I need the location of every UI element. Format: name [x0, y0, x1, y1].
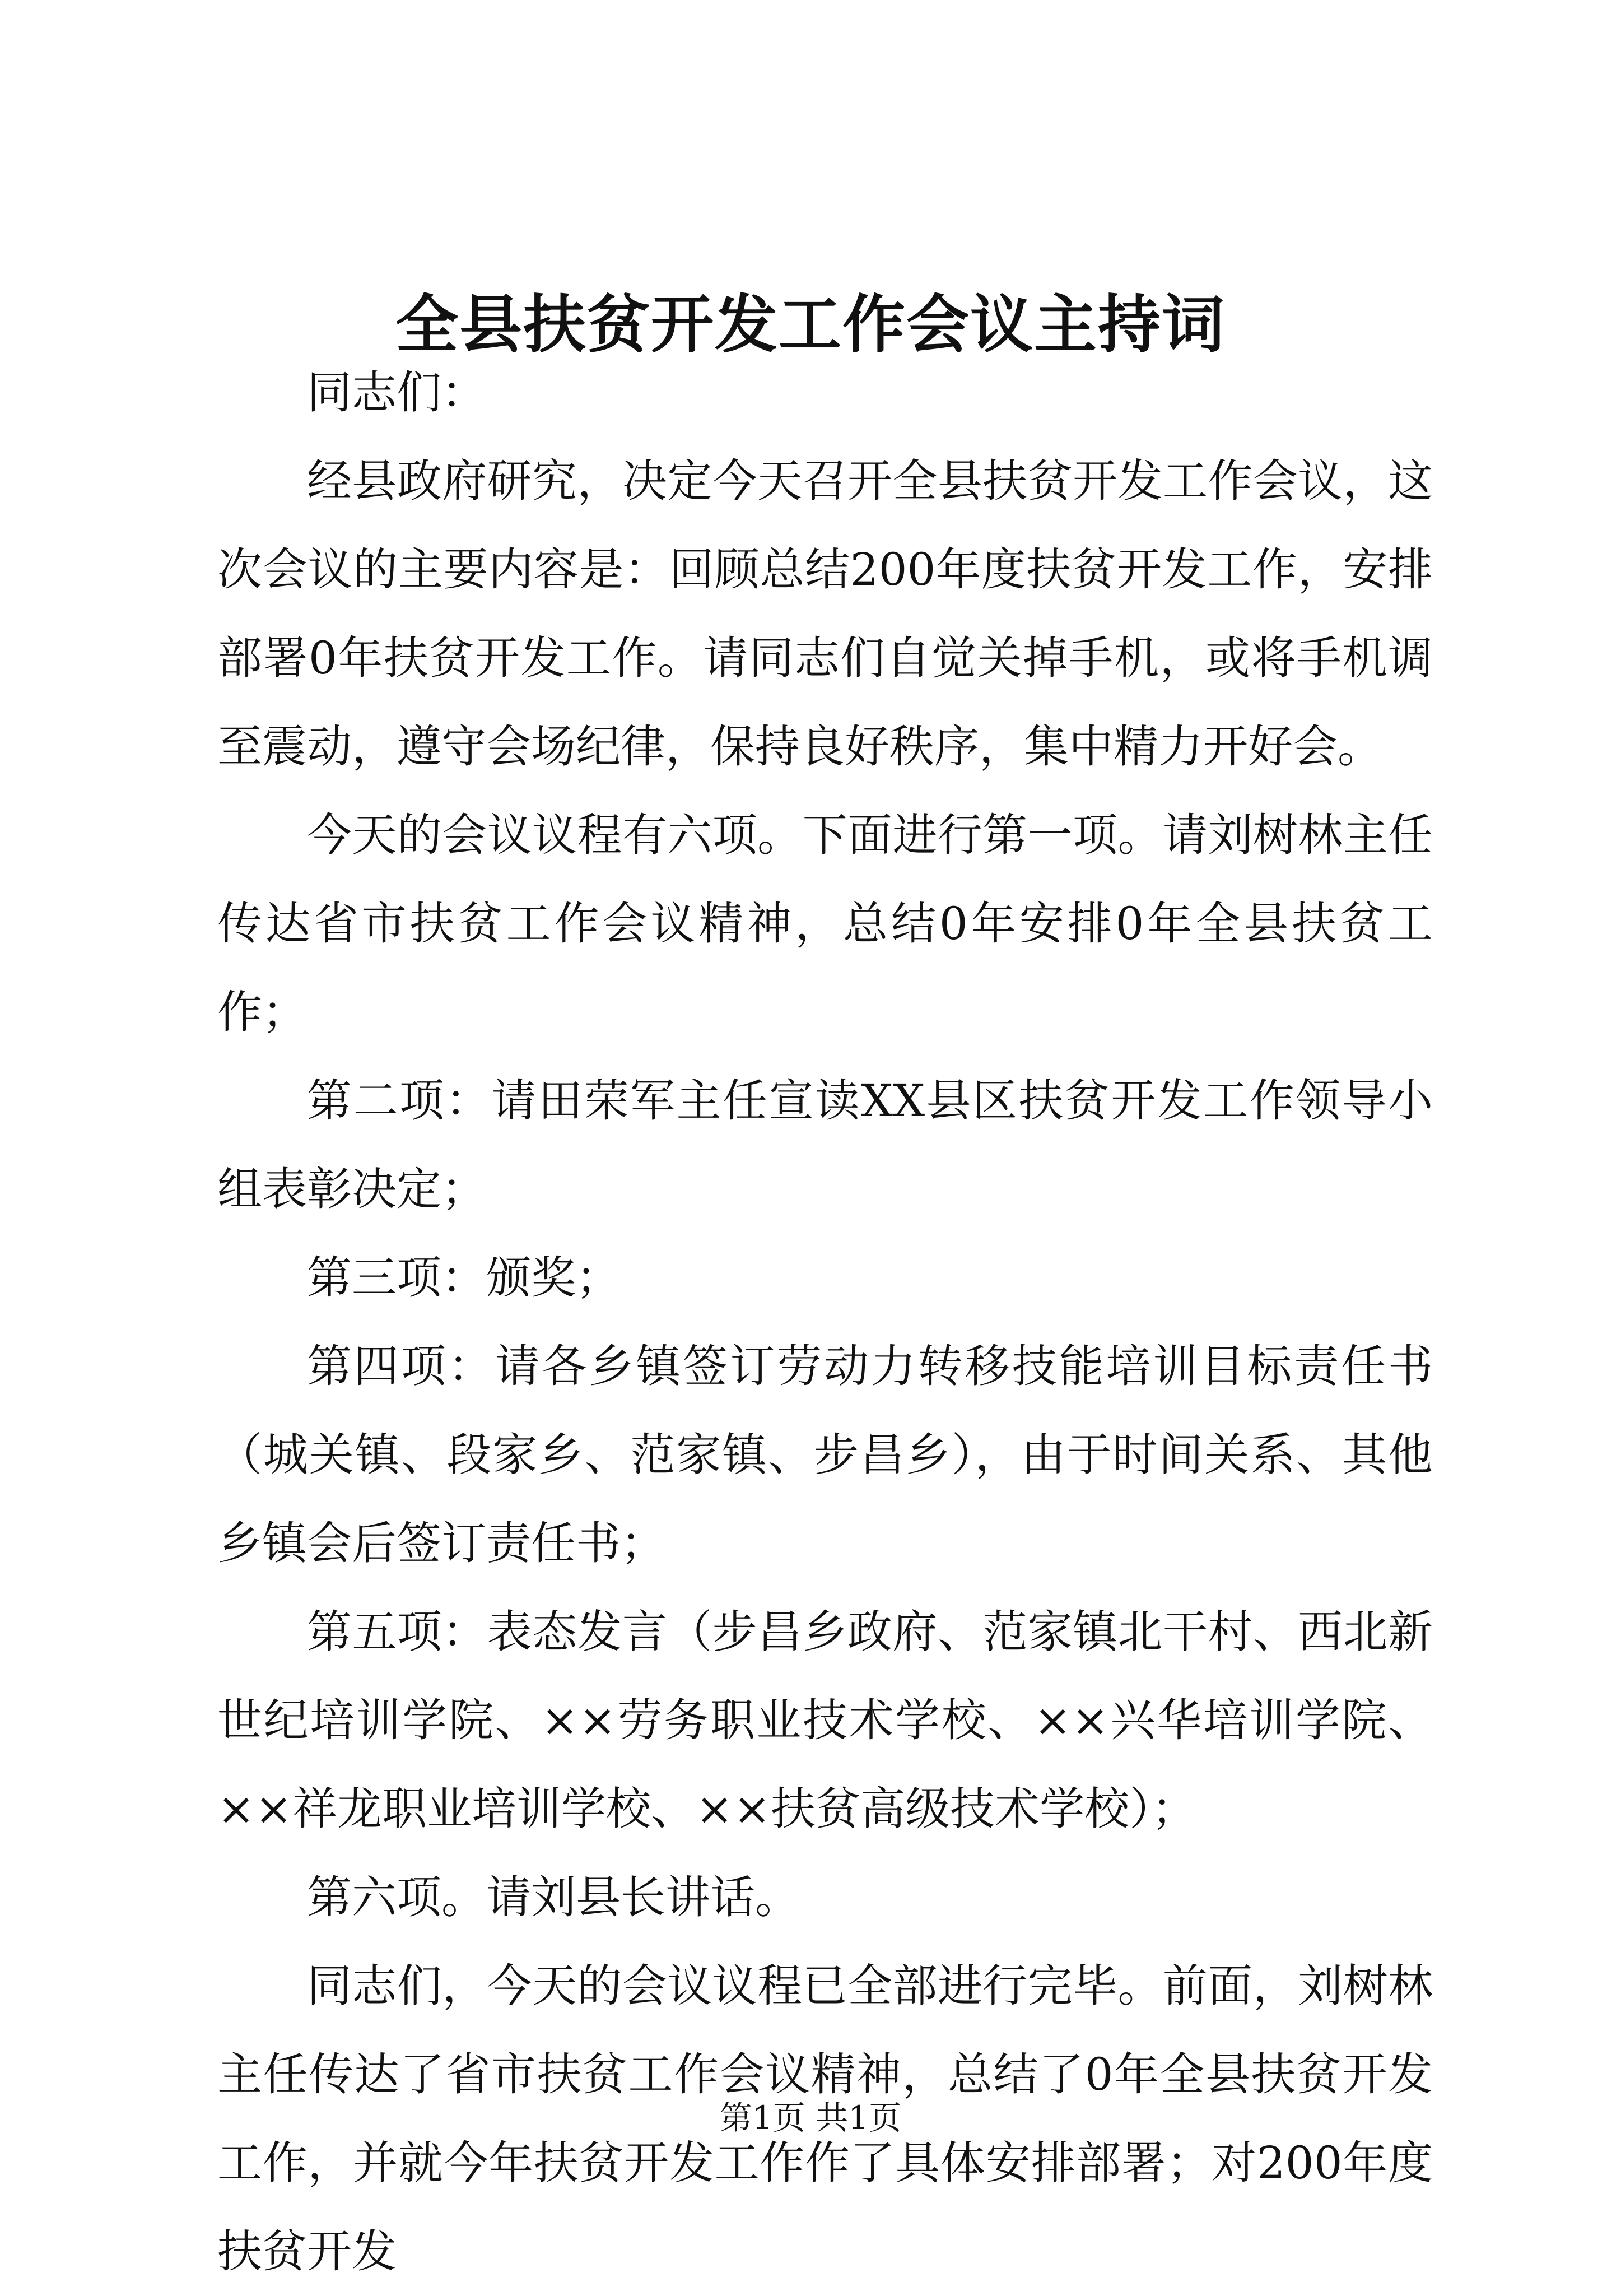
- paragraph-agenda-item-2: 第二项：请田荣军主任宣读XX县区扶贫开发工作领导小组表彰决定；: [217, 1075, 1433, 1215]
- paragraph-agenda-item-1: 今天的会议议程有六项。下面进行第一项。请刘树林主任传达省市扶贫工作会议精神，总结0年安排0年全县扶贫工作；: [217, 809, 1433, 1038]
- paragraph-agenda-item-6: 第六项。请刘县长讲话。: [307, 1871, 800, 1923]
- document-body: [217, 348, 1433, 2296]
- paragraph-agenda-item-5: 第五项：表态发言（步昌乡政府、范家镇北干村、西北新世纪培训学院、××劳务职业技术学校、××兴华培训学院、××祥龙职业培训学校、××扶贫高级技术学校）；: [217, 1606, 1433, 1835]
- document-title: 全县扶贫开发工作会议主持词: [395, 288, 1226, 361]
- page-number-footer: 第1页 共1页: [719, 2099, 902, 2137]
- paragraph-intro: 经县政府研究，决定今天召开全县扶贫开发工作会议，这次会议的主要内容是：回顾总结200年度扶贫开发工作，安排部署0年扶贫开发工作。请同志们自觉关掉手机，或将手机调至震动，遵守会场纪律，保持良好秩序，集中精力开好会。: [217, 455, 1433, 773]
- paragraph-summary: 同志们，今天的会议议程已全部进行完毕。前面，刘树林主任传达了省市扶贫工作会议精神，总结了0年全县扶贫开发工作，并就今年扶贫开发工作作了具体安排部署；对200年度扶贫开发: [217, 1960, 1433, 2278]
- paragraph-salutation: 同志们：: [307, 366, 486, 419]
- paragraph-agenda-item-4: 第四项：请各乡镇签订劳动力转移技能培训目标责任书（城关镇、段家乡、范家镇、步昌乡），由于时间关系、其他乡镇会后签订责任书；: [217, 1340, 1433, 1569]
- paragraph-agenda-item-3: 第三项：颁奖；: [307, 1252, 621, 1304]
